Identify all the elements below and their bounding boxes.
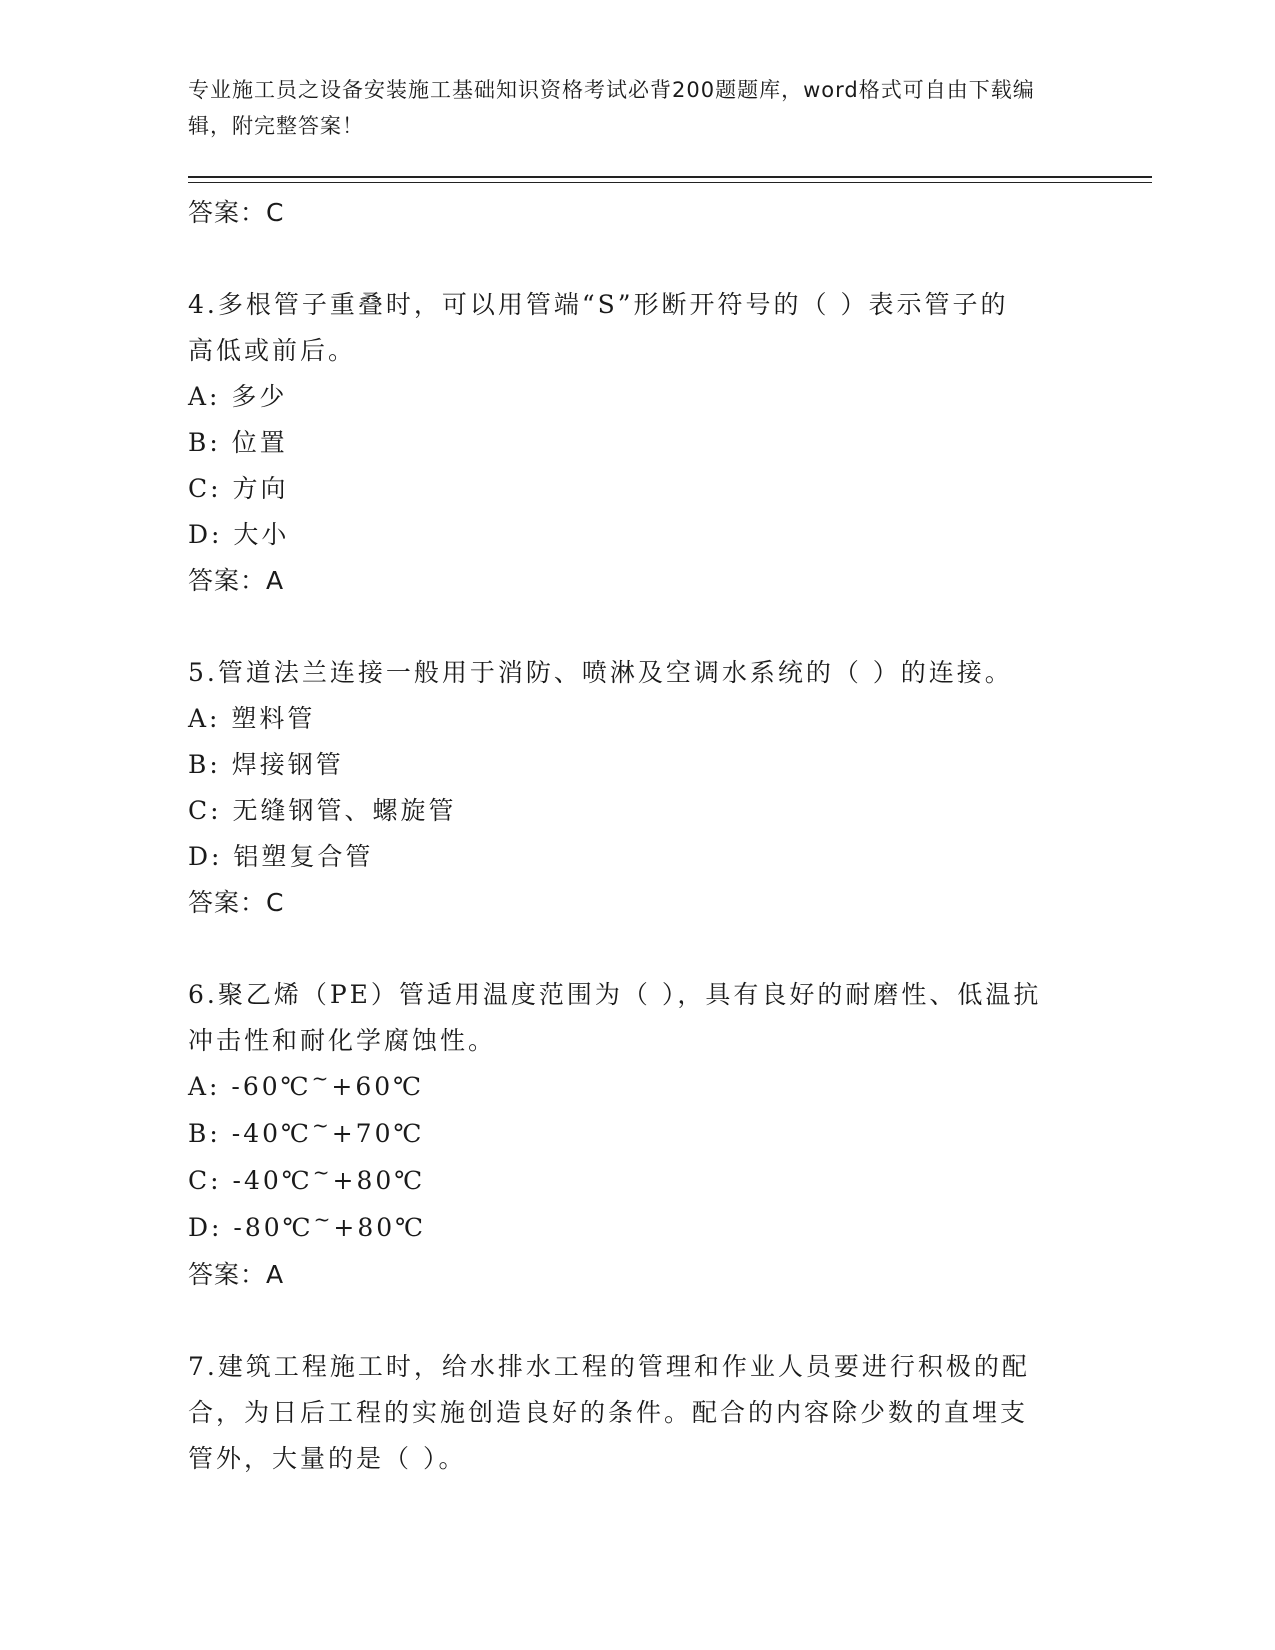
option-d-tilde: ~ <box>313 1207 334 1231</box>
option-a-tilde: ~ <box>311 1066 332 1090</box>
question-4-option-b: B: 位置 <box>188 428 288 457</box>
option-d-rest: +80℃ <box>333 1213 427 1242</box>
option-c-rest: +80℃ <box>332 1166 426 1195</box>
spacer <box>188 604 1088 650</box>
question-6-answer: 答案：A <box>188 1260 285 1289</box>
spacer <box>188 926 1088 972</box>
option-c-tilde: ~ <box>312 1160 333 1184</box>
question-6-option-c <box>188 1158 1088 1205</box>
option-b-rest: +70℃ <box>331 1119 425 1148</box>
question-4-option-c: C: 方向 <box>188 474 289 503</box>
question-5-stem-line1: 5.管道法兰连接一般用于消防、喷淋及空调水系统的（ ）的连接。 <box>188 658 1013 687</box>
question-5-option-d: D: 铝塑复合管 <box>188 842 374 871</box>
spacer <box>188 236 1088 282</box>
option-b-tilde: ~ <box>311 1113 332 1137</box>
question-7-stem-line2: 合，为日后工程的实施创造良好的条件。配合的内容除少数的直埋支 <box>188 1398 1029 1427</box>
question-5 <box>188 650 1088 926</box>
option-c-label: C: -40℃ <box>188 1166 313 1195</box>
question-6-option-b <box>188 1111 1088 1158</box>
question-6-option-a <box>188 1064 1088 1111</box>
header-rule-thick <box>188 176 1152 178</box>
question-4 <box>188 282 1088 604</box>
question-6-option-d <box>188 1205 1088 1252</box>
option-d-label: D: -80℃ <box>188 1213 314 1242</box>
question-4-stem-line1: 4.多根管子重叠时，可以用管端“S”形断开符号的（ ）表示管子的 <box>188 290 1009 319</box>
question-5-answer: 答案：C <box>188 888 285 917</box>
question-7 <box>188 1344 1088 1482</box>
question-6-stem-line2: 冲击性和耐化学腐蚀性。 <box>188 1026 497 1055</box>
option-a-rest: +60℃ <box>331 1072 425 1101</box>
header-rule-thin <box>188 182 1152 183</box>
previous-answer: 答案：C <box>188 198 285 227</box>
question-5-option-b: B: 焊接钢管 <box>188 750 344 779</box>
question-4-option-d: D: 大小 <box>188 520 290 549</box>
question-4-answer: 答案：A <box>188 566 285 595</box>
question-4-stem-line2: 高低或前后。 <box>188 336 357 365</box>
question-7-stem-line3: 管外，大量的是（ ）。 <box>188 1444 467 1473</box>
spacer <box>188 1298 1088 1344</box>
question-7-stem-line1: 7.建筑工程施工时，给水排水工程的管理和作业人员要进行积极的配 <box>188 1352 1030 1381</box>
question-5-option-c: C: 无缝钢管、螺旋管 <box>188 796 457 825</box>
question-5-option-a: A: 塑料管 <box>188 704 316 733</box>
question-content <box>188 190 1088 1482</box>
option-a-label: A: -60℃ <box>188 1072 312 1101</box>
question-4-option-a: A: 多少 <box>188 382 288 411</box>
header-intro: 专业施工员之设备安装施工基础知识资格考试必背200题题库，word格式可自由下载编辑，附完整答案！ <box>188 78 1035 138</box>
question-6-stem-line1: 6.聚乙烯（PE）管适用温度范围为（ ），具有良好的耐磨性、低温抗 <box>188 980 1042 1009</box>
question-6 <box>188 972 1088 1298</box>
option-b-label: B: -40℃ <box>188 1119 312 1148</box>
